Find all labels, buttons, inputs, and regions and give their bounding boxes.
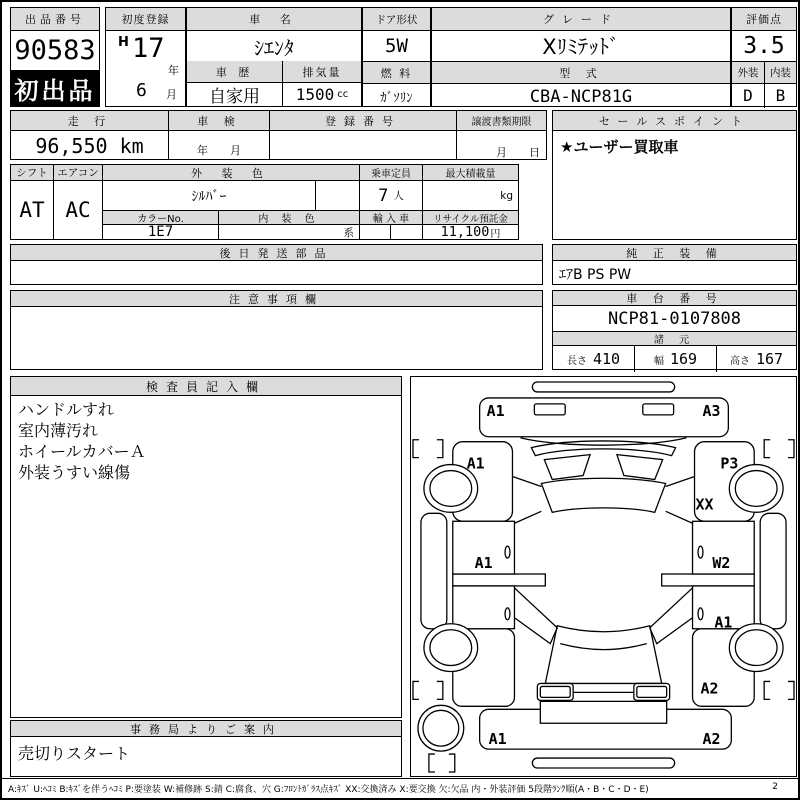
score-box bbox=[731, 7, 797, 107]
page-number: 2 bbox=[772, 782, 778, 792]
recycle-deposit-label: リサイクル預託金 bbox=[423, 211, 518, 225]
height-value: 167 bbox=[755, 350, 784, 368]
model-code-value: CBA-NCP81G bbox=[529, 86, 633, 107]
left-rear-door-handle bbox=[505, 608, 510, 620]
aircon-value: AC bbox=[54, 181, 103, 239]
damage-label-right-rear-door: A1 bbox=[714, 613, 733, 632]
score-value: 3.5 bbox=[743, 33, 785, 59]
door-shape-label: ドア形状 bbox=[363, 8, 430, 31]
auction-number: 90583 bbox=[14, 35, 96, 66]
car-name: ｼｴﾝﾀ bbox=[254, 35, 294, 60]
height-cell bbox=[717, 346, 796, 372]
inspector-note-line: ホイールカバーＡ bbox=[18, 442, 146, 461]
right-door-gap bbox=[662, 574, 755, 586]
windshield-left bbox=[544, 455, 590, 480]
sales-point-text: ★ユーザー買取車 bbox=[560, 138, 679, 156]
recycle-deposit-value: 11,100 bbox=[440, 224, 490, 240]
registration-number-value bbox=[270, 131, 456, 160]
history-value: 自家用 bbox=[187, 82, 283, 107]
door-box bbox=[362, 7, 431, 107]
right-rear-door-handle bbox=[698, 608, 703, 620]
damage-diagram-box bbox=[410, 376, 797, 777]
equipment-text: ｴｱB PS PW bbox=[559, 267, 632, 283]
height-label: 高さ bbox=[729, 355, 750, 367]
damage-label-right-cowl: XX bbox=[695, 495, 714, 514]
right-rear-wheel bbox=[729, 624, 783, 672]
shaken-label: 車 検 bbox=[169, 111, 269, 131]
shift-label: シフト bbox=[11, 165, 54, 181]
grade-box bbox=[431, 7, 731, 107]
first-registration-box bbox=[105, 7, 186, 107]
displacement-value: 1500 bbox=[295, 85, 335, 104]
exterior-color-label: 外 装 色 bbox=[103, 165, 360, 181]
inspector-notes-text bbox=[11, 396, 401, 486]
car-diagram bbox=[411, 377, 796, 776]
first-registration-month: 6 bbox=[136, 80, 147, 101]
color-no-label: カラーNo. bbox=[103, 211, 219, 225]
damage-label-front-bumper-left: A1 bbox=[486, 401, 505, 420]
capacity-value-cell bbox=[360, 181, 423, 211]
spec-band bbox=[10, 164, 519, 240]
capacity-value: 7 bbox=[378, 185, 389, 206]
registration-number-label: 登録番号 bbox=[270, 111, 456, 131]
first-listing-badge: 初出品 bbox=[11, 70, 99, 107]
later-parts-box bbox=[10, 244, 543, 285]
inspector-note-line: 室内薄汚れ bbox=[18, 421, 99, 440]
aircon-label: エアコン bbox=[54, 165, 103, 181]
windshield-right bbox=[617, 455, 663, 480]
caution-text bbox=[11, 307, 542, 374]
equipment-box bbox=[552, 244, 797, 285]
transfer-docs-value: 月 日 bbox=[496, 145, 540, 159]
damage-label-right-quarter: A2 bbox=[700, 679, 719, 698]
door-shape-value: 5W bbox=[385, 35, 408, 57]
displacement-label: 排気量 bbox=[283, 61, 361, 83]
width-cell bbox=[635, 346, 717, 372]
interior-label: 内装 bbox=[765, 62, 796, 84]
fuel-value: ｶﾞｿﾘﾝ bbox=[380, 91, 413, 106]
right-front-door-handle bbox=[698, 546, 703, 558]
caution-box bbox=[10, 290, 543, 370]
office-notice-text: 売切りスタート bbox=[18, 744, 131, 763]
rear-panel bbox=[540, 701, 666, 723]
left-rocker bbox=[421, 513, 447, 628]
exterior-grade: D bbox=[732, 83, 765, 108]
office-notice-box bbox=[10, 720, 402, 777]
year-suffix: 年 bbox=[168, 64, 179, 77]
left-rear-wheel bbox=[424, 624, 478, 672]
wiper-band bbox=[531, 441, 675, 456]
inspector-note-line: ハンドルすれ bbox=[18, 400, 115, 419]
interior-grade: B bbox=[775, 86, 786, 105]
inspector-notes-label: 検査員記入欄 bbox=[11, 377, 401, 396]
chassis-number-value: NCP81-0107808 bbox=[553, 306, 796, 332]
damage-label-front-bumper-right: A3 bbox=[702, 401, 721, 420]
width-label: 幅 bbox=[653, 355, 664, 367]
import-subcell-2 bbox=[391, 225, 423, 239]
chassis-number-label: 車 台 番 号 bbox=[553, 291, 796, 306]
payload-unit: kg bbox=[423, 181, 518, 211]
history-label: 車 歴 bbox=[187, 61, 283, 83]
model-code-label: 型 式 bbox=[432, 61, 730, 84]
first-registration-label: 初度登録 bbox=[106, 8, 185, 31]
length-cell bbox=[553, 346, 635, 372]
dpillar-lines bbox=[514, 588, 692, 644]
damage-label-left-front-door: A1 bbox=[474, 554, 493, 573]
left-rear-door bbox=[453, 586, 515, 629]
fuel-label: 燃 料 bbox=[363, 61, 430, 84]
exterior-label: 外装 bbox=[732, 62, 765, 84]
import-subcell-1 bbox=[360, 225, 391, 239]
exterior-color-subcell bbox=[316, 181, 360, 211]
damage-label-right-front-fender: P3 bbox=[720, 454, 739, 473]
month-suffix: 月 bbox=[166, 88, 177, 101]
length-value: 410 bbox=[592, 350, 621, 368]
left-front-door-handle bbox=[505, 546, 510, 558]
mileage-band bbox=[10, 110, 547, 160]
displacement-unit: cc bbox=[337, 89, 349, 100]
body-joint-lines bbox=[512, 477, 694, 524]
mileage-label: 走 行 bbox=[11, 111, 168, 131]
bracket-rear-right bbox=[764, 681, 794, 699]
auction-number-box bbox=[10, 7, 100, 107]
width-value: 169 bbox=[669, 350, 698, 368]
rear-bottom-strip bbox=[532, 758, 674, 768]
spec-label: 諸 元 bbox=[553, 332, 796, 346]
damage-label-right-front-door: W2 bbox=[712, 554, 731, 573]
chassis-box bbox=[552, 290, 797, 370]
exterior-color-value: ｼﾙﾊﾞｰ bbox=[103, 181, 316, 211]
interior-color-label: 内 装 色 bbox=[219, 211, 360, 225]
grade-label: グレード bbox=[432, 8, 730, 31]
inspector-notes-box bbox=[10, 376, 402, 718]
sales-point-label: セールスポイント bbox=[553, 111, 796, 131]
car-name-label: 車 名 bbox=[187, 8, 361, 31]
equipment-label: 純 正 装 備 bbox=[553, 245, 796, 261]
shift-value: AT bbox=[11, 181, 54, 239]
caution-label: 注意事項欄 bbox=[11, 291, 542, 307]
damage-label-left-front-fender: A1 bbox=[466, 454, 485, 473]
bracket-front-right bbox=[764, 440, 794, 458]
legend-text: A:ｷｽﾞ U:ﾍｺﾐ B:ｷｽﾞを伴うﾍｺﾐ P:要塗装 W:補修跡 S:錆 C:腐食、穴 G:ﾌﾛﾝﾄｶﾞﾗｽ点ｷｽﾞ XX:交換済み X:要交換 欠:欠品 内・外装評価 5段階ﾗﾝｸ順(A・B・C・D・E) bbox=[8, 785, 649, 795]
front-bumper bbox=[480, 398, 729, 437]
sales-point-box bbox=[552, 110, 797, 240]
length-label: 長さ bbox=[566, 355, 587, 367]
first-registration-year: 17 bbox=[132, 33, 165, 64]
recycle-deposit-unit: 円 bbox=[490, 228, 501, 240]
rear-roof bbox=[545, 626, 661, 684]
spare-tire bbox=[418, 705, 464, 751]
interior-color-suffix: 系 bbox=[219, 225, 360, 239]
auction-number-label: 出品番号 bbox=[11, 8, 99, 31]
capacity-label: 乗車定員 bbox=[360, 165, 423, 181]
later-parts-label: 後日発送部品 bbox=[11, 245, 542, 261]
legend-separator bbox=[2, 778, 800, 779]
windshield-main bbox=[541, 478, 665, 512]
score-label: 評価点 bbox=[732, 8, 796, 31]
damage-label-rear-bumper-right: A2 bbox=[702, 730, 721, 749]
right-rocker bbox=[760, 513, 786, 628]
recycle-deposit-cell bbox=[423, 225, 518, 239]
grade-value: Xﾘﾐﾃｯﾄﾞ bbox=[542, 35, 620, 59]
legend bbox=[8, 782, 796, 795]
office-notice-label: 事務局よりご案内 bbox=[11, 721, 401, 737]
shaken-value: 年 月 bbox=[197, 143, 241, 157]
rear-window-line bbox=[560, 644, 647, 650]
left-door-gap bbox=[453, 574, 546, 586]
payload-label: 最大積載量 bbox=[423, 165, 518, 181]
car-name-box bbox=[186, 7, 362, 107]
bracket-spare bbox=[429, 754, 455, 772]
capacity-unit: 人 bbox=[393, 190, 404, 202]
front-top-strip bbox=[532, 382, 674, 392]
later-parts-text bbox=[11, 261, 542, 289]
bracket-rear-left bbox=[413, 681, 443, 699]
era-letter: H bbox=[118, 35, 129, 50]
color-no-value: 1E7 bbox=[103, 225, 219, 239]
bracket-front-left bbox=[413, 440, 443, 458]
damage-label-rear-bumper-left: A1 bbox=[488, 730, 507, 749]
import-label: 輸 入 車 bbox=[360, 211, 423, 225]
inspector-note-line: 外装うすい線傷 bbox=[18, 463, 131, 482]
mileage-value: 96,550 km bbox=[35, 133, 144, 158]
transfer-docs-label: 譲渡書類期限 bbox=[457, 111, 546, 131]
